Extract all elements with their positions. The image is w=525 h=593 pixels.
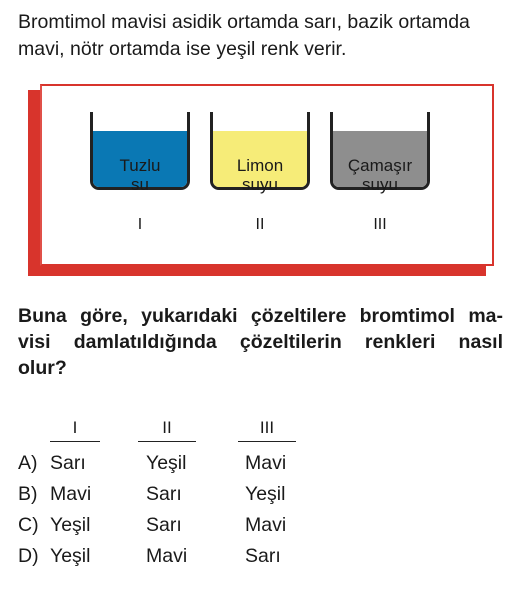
option-value: Yeşil: [50, 514, 91, 536]
beaker-roman: I: [137, 216, 143, 233]
option-letter: B): [18, 483, 38, 505]
option-value: Yeşil: [146, 452, 187, 474]
column-rule: [138, 441, 196, 442]
option-value: Mavi: [245, 452, 287, 474]
option-value: Sarı: [50, 452, 86, 474]
question-line: Buna göre, yukarıdaki çözeltilere bromtimol ma-: [18, 305, 503, 327]
question-line: visi damlatıldığında çözeltilerin renkleri nasıl: [18, 331, 503, 353]
column-rule: [238, 441, 296, 442]
option-c[interactable]: [18, 514, 318, 540]
option-value: Yeşil: [50, 545, 91, 567]
beaker-label: [90, 156, 190, 194]
beaker-label-line: Limon: [236, 156, 284, 175]
beaker-label-line: suyu: [362, 175, 398, 194]
option-value: Sarı: [245, 545, 281, 567]
column-header-2: II: [162, 418, 172, 437]
option-letter: D): [18, 545, 39, 567]
column-header-1: I: [72, 418, 78, 437]
beaker-3: [330, 112, 430, 233]
beaker-label-line: suyu: [242, 175, 278, 194]
beaker-figure: [28, 84, 494, 276]
beaker-roman: III: [373, 216, 387, 233]
option-value: Mavi: [146, 545, 188, 567]
question-text: [18, 303, 503, 381]
option-value: Mavi: [245, 514, 287, 536]
intro-text: [18, 9, 514, 63]
intro-line: mavi, nötr ortamda ise yeşil renk verir.: [18, 38, 347, 60]
option-letter: C): [18, 514, 39, 536]
beaker-label: [330, 156, 430, 194]
option-value: Yeşil: [245, 483, 286, 505]
beaker-2: [210, 112, 310, 233]
column-header-3: III: [259, 418, 275, 437]
beaker-1: [90, 112, 190, 233]
beaker-label-line: Çamaşır: [347, 156, 413, 175]
option-a[interactable]: [18, 452, 318, 478]
beaker-label-line: su: [131, 175, 149, 194]
beaker-label-line: Tuzlu: [119, 156, 161, 175]
option-value: Sarı: [146, 483, 182, 505]
beaker-roman: II: [255, 216, 265, 233]
beaker-label: [210, 156, 310, 194]
column-rule: [50, 441, 100, 442]
intro-line: Bromtimol mavisi asidik ortamda sarı, bazik ortamda: [18, 11, 470, 33]
option-d[interactable]: [18, 545, 318, 571]
option-b[interactable]: [18, 483, 318, 509]
option-value: Mavi: [50, 483, 92, 505]
option-letter: A): [18, 452, 38, 474]
question-line: olur?: [18, 357, 67, 379]
option-value: Sarı: [146, 514, 182, 536]
beaker-panel: [40, 84, 494, 266]
